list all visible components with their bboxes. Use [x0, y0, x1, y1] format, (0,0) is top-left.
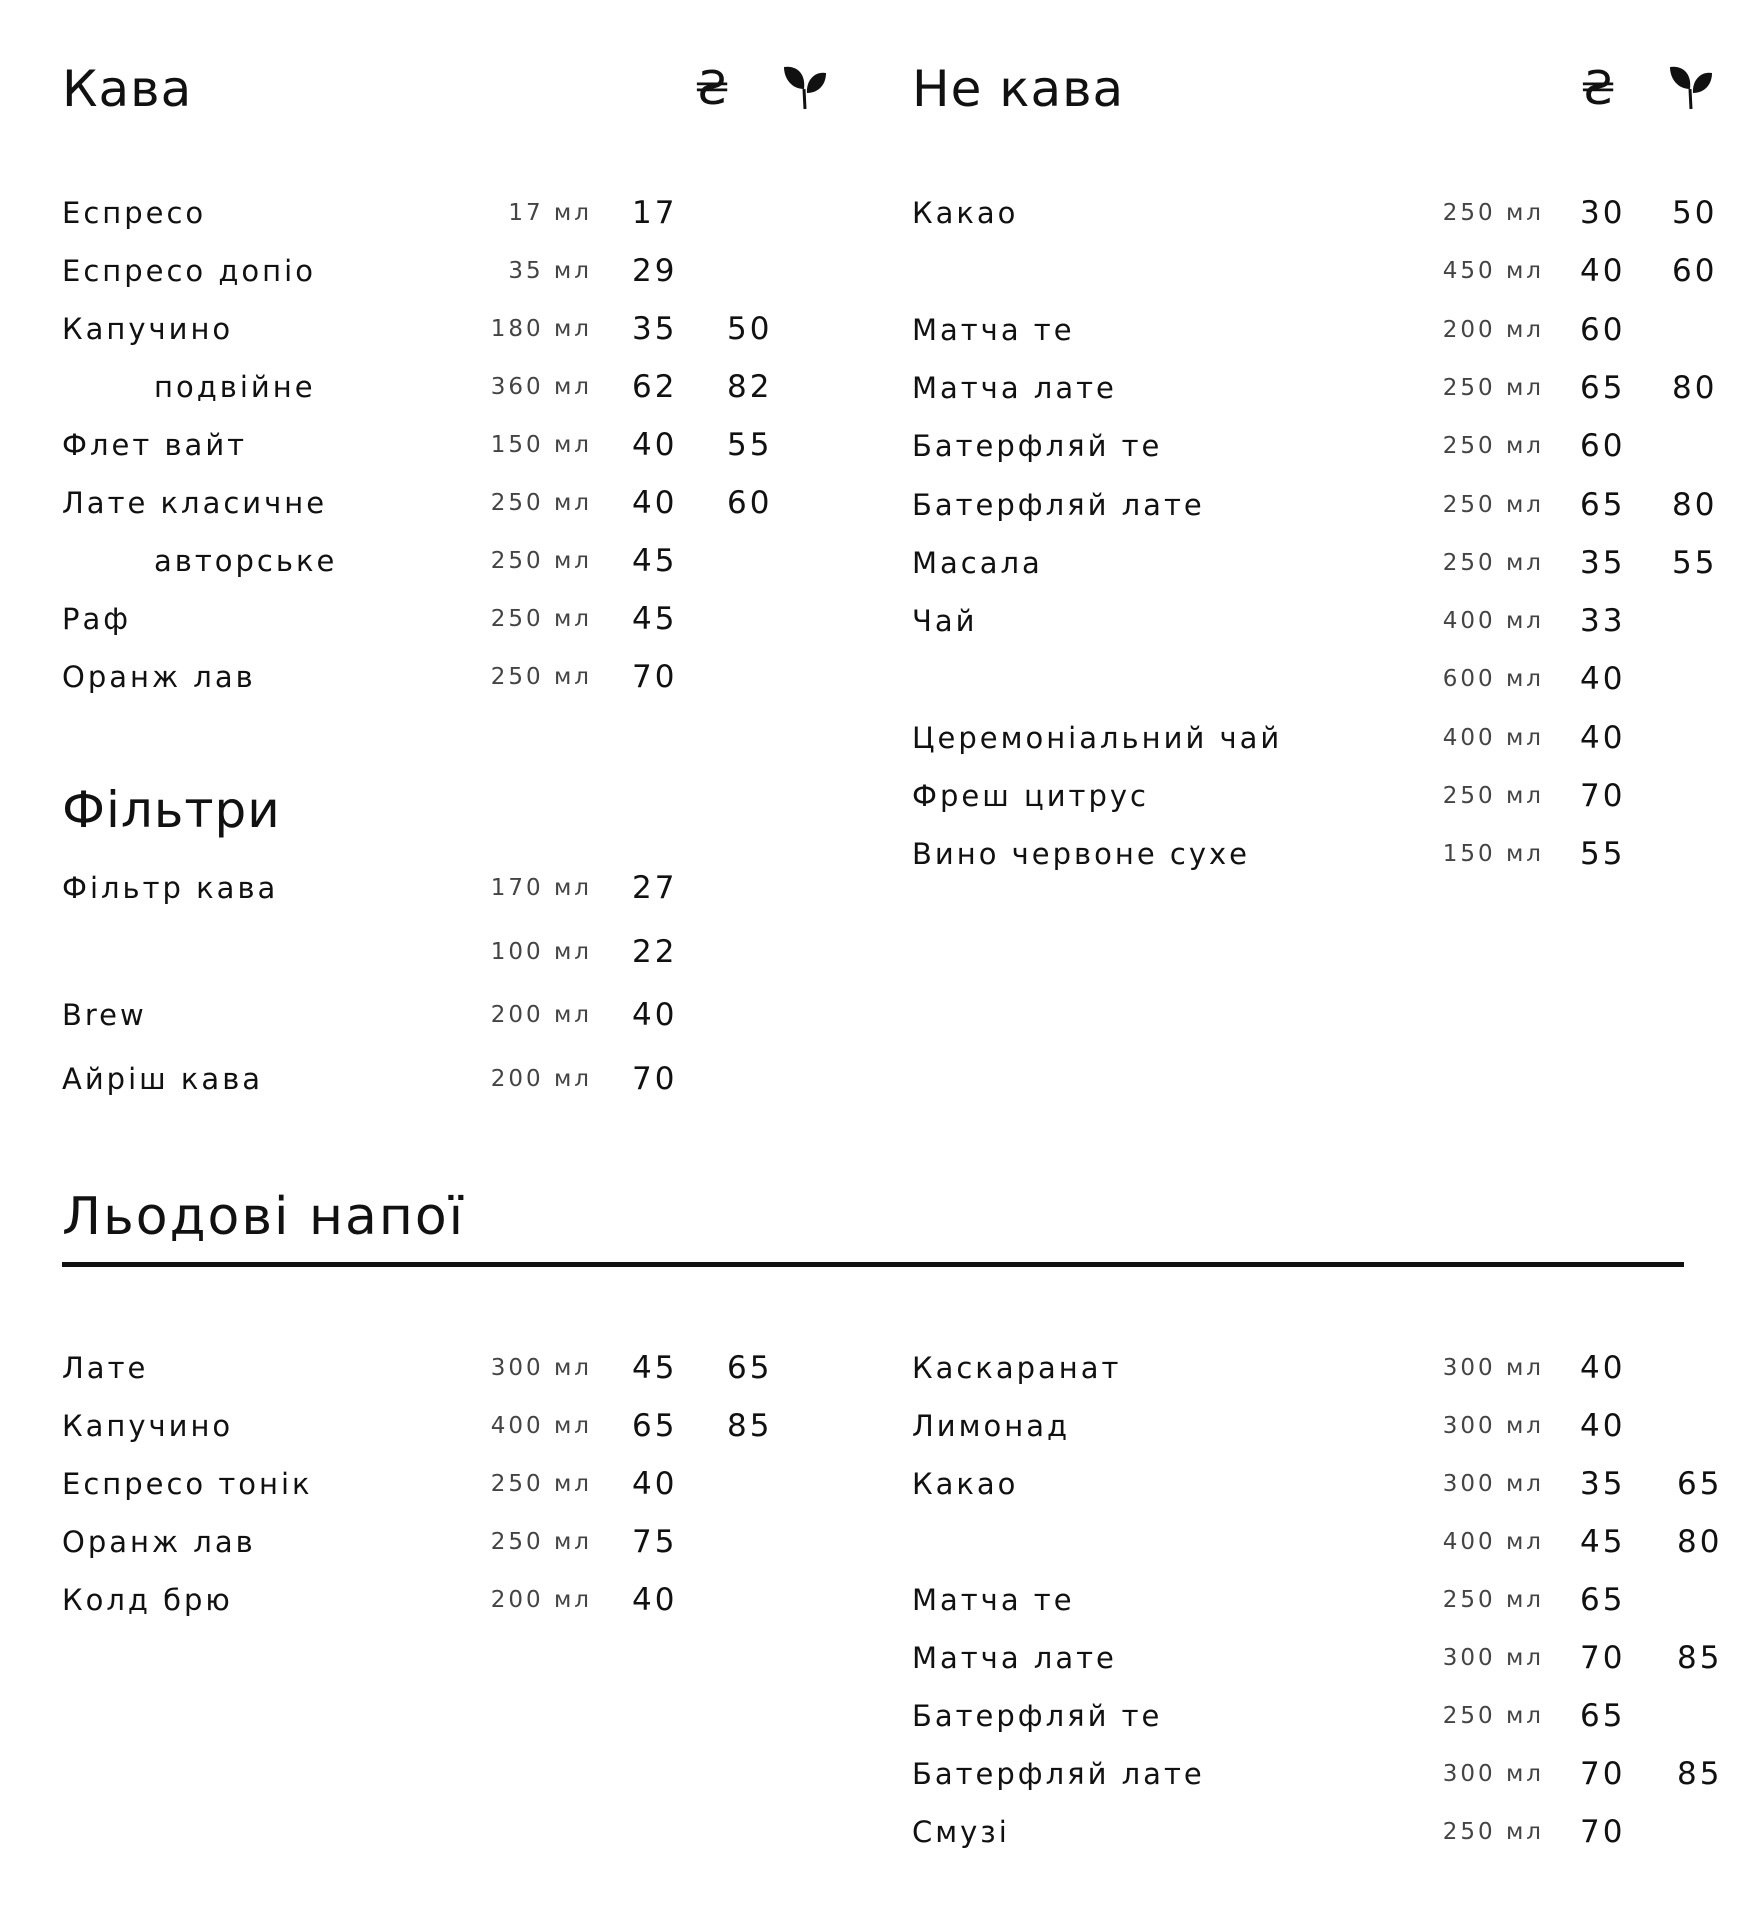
item-price: 40 — [1580, 253, 1626, 290]
item-price: 65 — [1580, 1698, 1626, 1734]
item-price: 40 — [632, 485, 678, 521]
item-price: 70 — [632, 659, 678, 695]
item-price: 29 — [632, 253, 678, 289]
item-price: 65 — [1580, 369, 1626, 406]
item-name: Матча лате — [912, 370, 1117, 405]
menu-row — [912, 1345, 1732, 1391]
item-volume: 250 мл — [1442, 491, 1544, 518]
item-price: 45 — [632, 601, 678, 637]
item-volume: 250 мл — [1442, 1587, 1544, 1613]
item-veg-price: 85 — [727, 1408, 773, 1444]
menu-row — [62, 190, 782, 236]
item-price: 40 — [632, 427, 678, 463]
item-name: Масала — [912, 545, 1043, 580]
item-volume: 17 мл — [508, 200, 592, 226]
item-volume: 170 мл — [490, 875, 592, 901]
section-divider — [62, 1262, 1684, 1267]
item-name: Капучино — [62, 312, 234, 346]
item-volume: 250 мл — [490, 606, 592, 632]
item-price: 55 — [1580, 836, 1626, 873]
item-price: 60 — [1580, 428, 1626, 465]
item-volume: 360 мл — [490, 374, 592, 400]
item-volume: 400 мл — [1442, 608, 1544, 635]
menu-row — [912, 540, 1732, 586]
menu-row — [62, 1056, 782, 1102]
item-name: Батерфляй лате — [912, 1757, 1205, 1791]
hryvnia-icon: ₴ — [694, 61, 730, 115]
menu-row — [912, 1751, 1732, 1797]
item-volume: 450 мл — [1442, 258, 1544, 285]
item-name: Батерфляй лате — [912, 487, 1205, 522]
menu-row — [62, 865, 782, 911]
item-price: 75 — [632, 1524, 678, 1560]
menu-row — [62, 654, 782, 700]
item-name: Смузі — [912, 1815, 1010, 1849]
item-volume: 400 мл — [490, 1413, 592, 1439]
menu-row — [912, 831, 1732, 877]
menu-row — [62, 480, 782, 526]
item-volume: 250 мл — [1442, 1703, 1544, 1729]
item-price: 40 — [1580, 719, 1626, 756]
menu-row — [62, 992, 782, 1038]
item-name: Еспресо тонік — [62, 1467, 313, 1501]
item-price: 62 — [632, 369, 678, 405]
item-volume: 100 мл — [490, 939, 592, 965]
item-name: авторське — [154, 544, 338, 578]
menu-row — [912, 365, 1732, 411]
menu-row — [912, 1577, 1732, 1623]
menu-row — [912, 1403, 1732, 1449]
menu-row — [912, 1461, 1732, 1507]
menu-row — [62, 306, 782, 352]
item-price: 40 — [632, 1466, 678, 1502]
item-name: Какао — [912, 1467, 1019, 1501]
item-volume: 250 мл — [490, 490, 592, 516]
menu-row — [912, 656, 1732, 702]
item-volume: 250 мл — [1442, 1819, 1544, 1845]
menu-row — [912, 248, 1732, 294]
item-volume: 180 мл — [490, 316, 592, 342]
item-veg-price: 60 — [727, 485, 773, 521]
item-price: 22 — [632, 934, 678, 970]
menu-row — [912, 482, 1732, 528]
item-price: 45 — [632, 1350, 678, 1386]
item-price: 70 — [1580, 1640, 1626, 1676]
item-veg-price: 85 — [1677, 1756, 1723, 1792]
item-volume: 300 мл — [1442, 1761, 1544, 1787]
item-volume: 250 мл — [490, 1529, 592, 1555]
item-veg-price: 65 — [727, 1350, 773, 1386]
menu-row — [62, 1403, 782, 1449]
item-volume: 250 мл — [490, 1471, 592, 1497]
item-name: Оранж лав — [62, 1525, 256, 1559]
menu-row — [912, 1635, 1732, 1681]
item-name: Капучино — [62, 1409, 234, 1443]
menu-row — [62, 1461, 782, 1507]
item-name: Еспресо допіо — [62, 254, 316, 288]
item-veg-price: 55 — [727, 427, 773, 463]
menu-row — [912, 1809, 1732, 1855]
item-name: подвійне — [154, 370, 316, 404]
item-price: 40 — [1580, 1408, 1626, 1444]
item-price: 35 — [1580, 1466, 1626, 1502]
item-price: 60 — [1580, 311, 1626, 348]
menu-row — [912, 1693, 1732, 1739]
item-price: 45 — [632, 543, 678, 579]
item-price: 70 — [1580, 1814, 1626, 1850]
item-volume: 250 мл — [1442, 433, 1544, 460]
menu-row — [62, 364, 782, 410]
item-veg-price: 80 — [1672, 486, 1718, 523]
item-volume: 35 мл — [508, 258, 592, 284]
menu-row — [912, 1519, 1732, 1565]
menu-row — [912, 307, 1732, 353]
item-volume: 300 мл — [1442, 1645, 1544, 1671]
item-price: 65 — [1580, 1582, 1626, 1618]
menu-row — [62, 1577, 782, 1623]
item-name: Матча те — [912, 312, 1075, 347]
item-name: Еспресо — [62, 196, 207, 230]
item-name: Матча лате — [912, 1641, 1117, 1675]
filters-title: Фільтри — [62, 781, 281, 839]
not-coffee-header — [912, 54, 1732, 124]
item-veg-price: 50 — [727, 311, 773, 347]
item-volume: 400 мл — [1442, 724, 1544, 751]
item-veg-price: 65 — [1677, 1466, 1723, 1502]
hryvnia-icon: ₴ — [1580, 61, 1616, 115]
menu-row — [912, 423, 1732, 469]
not-coffee-title: Не кава — [912, 60, 1125, 118]
item-volume: 400 мл — [1442, 1529, 1544, 1555]
item-price: 65 — [632, 1408, 678, 1444]
item-volume: 250 мл — [1442, 783, 1544, 809]
menu-row — [62, 596, 782, 642]
menu-row — [62, 929, 782, 975]
menu-row — [62, 1519, 782, 1565]
item-name: Лате класичне — [62, 486, 328, 520]
item-volume: 200 мл — [490, 1066, 592, 1092]
item-volume: 250 мл — [1442, 200, 1544, 226]
item-name: Каскаранат — [912, 1351, 1122, 1385]
item-price: 40 — [632, 997, 678, 1033]
item-volume: 150 мл — [1442, 841, 1544, 868]
item-name: Батерфляй те — [912, 1699, 1163, 1733]
item-price: 65 — [1580, 486, 1626, 523]
item-volume: 250 мл — [1442, 374, 1544, 401]
item-price: 17 — [632, 195, 678, 231]
item-price: 33 — [1580, 603, 1626, 640]
item-volume: 250 мл — [490, 664, 592, 690]
item-veg-price: 60 — [1672, 253, 1718, 290]
item-name: Фреш цитрус — [912, 779, 1149, 813]
menu-row — [912, 190, 1732, 236]
item-price: 70 — [632, 1061, 678, 1097]
item-price: 40 — [632, 1582, 678, 1618]
coffee-header — [62, 54, 782, 124]
item-name: Какао — [912, 196, 1019, 230]
menu-row — [912, 715, 1732, 761]
menu-row — [62, 422, 782, 468]
item-name: Раф — [62, 602, 132, 636]
item-volume: 250 мл — [1442, 549, 1544, 576]
item-name: Чай — [912, 604, 978, 639]
item-name: Лате — [62, 1351, 149, 1385]
item-name: Brew — [62, 998, 147, 1032]
item-price: 30 — [1580, 195, 1626, 231]
iced-title: Льодові напої — [62, 1187, 466, 1247]
item-volume: 300 мл — [1442, 1355, 1544, 1381]
item-volume: 300 мл — [1442, 1413, 1544, 1439]
item-price: 35 — [1580, 544, 1626, 581]
item-veg-price: 80 — [1672, 369, 1718, 406]
item-volume: 600 мл — [1442, 666, 1544, 693]
item-price: 40 — [1580, 1350, 1626, 1386]
item-name: Колд брю — [62, 1583, 233, 1617]
item-veg-price: 50 — [1672, 195, 1718, 231]
item-name: Вино червоне сухе — [912, 837, 1251, 872]
menu-row — [62, 248, 782, 294]
item-price: 40 — [1580, 661, 1626, 698]
item-price: 70 — [1580, 1756, 1626, 1792]
leaf-icon — [1663, 60, 1719, 116]
item-volume: 150 мл — [490, 432, 592, 458]
item-name: Батерфляй те — [912, 429, 1163, 464]
leaf-icon — [777, 60, 833, 116]
menu-row — [912, 773, 1732, 819]
item-volume: 200 мл — [1442, 316, 1544, 343]
item-veg-price: 85 — [1677, 1640, 1723, 1676]
item-price: 70 — [1580, 778, 1626, 814]
item-name: Лимонад — [912, 1409, 1071, 1443]
item-name: Матча те — [912, 1583, 1075, 1617]
menu-row — [912, 598, 1732, 644]
item-volume: 300 мл — [1442, 1471, 1544, 1497]
menu-row — [62, 1345, 782, 1391]
item-name: Айріш кава — [62, 1062, 264, 1096]
item-name: Фільтр кава — [62, 871, 279, 905]
item-volume: 250 мл — [490, 548, 592, 574]
item-volume: 200 мл — [490, 1587, 592, 1613]
item-veg-price: 55 — [1672, 544, 1718, 581]
item-name: Церемоніальний чай — [912, 720, 1283, 755]
item-name: Флет вайт — [62, 428, 248, 462]
item-price: 35 — [632, 311, 678, 347]
item-veg-price: 80 — [1677, 1524, 1723, 1560]
item-volume: 300 мл — [490, 1355, 592, 1381]
item-name: Оранж лав — [62, 660, 256, 694]
item-price: 45 — [1580, 1524, 1626, 1560]
item-volume: 200 мл — [490, 1002, 592, 1028]
menu-row — [62, 538, 782, 584]
item-price: 27 — [632, 870, 678, 906]
item-veg-price: 82 — [727, 369, 773, 405]
coffee-title: Кава — [62, 60, 193, 118]
